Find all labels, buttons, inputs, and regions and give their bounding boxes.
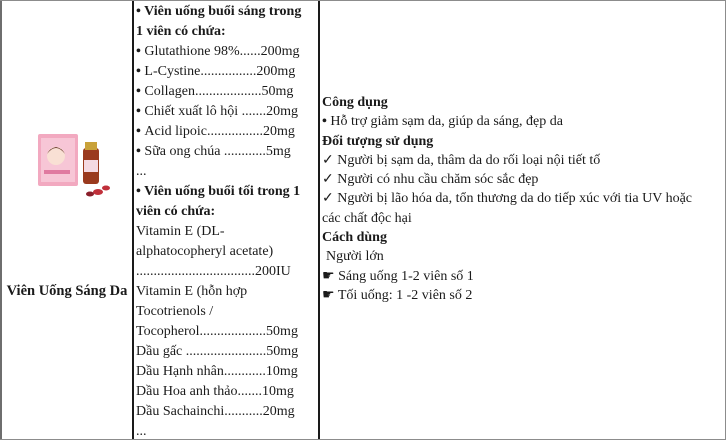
model-face [47,147,65,165]
ellipsis: ... [136,164,147,179]
product-cell [0,1,134,439]
directions-item: Sáng uống 1-2 viên số 1 [338,268,474,284]
target-item: Người có nhu cầu chăm sóc sắc đẹp [337,172,539,188]
ingredient-item: Dầu Sachainchi...........20mg [136,404,295,419]
target-item: Người bị lão hóa da, tổn thương da do tiếp xúc với tia UV hoặc [337,191,693,207]
effects-item: • Hỗ trợ giảm sạm da, giúp da sáng, đẹp da [322,112,692,131]
ingredient-item: • Sữa ong chúa ............5mg [136,142,322,162]
usage-cell [320,1,725,439]
ingredient-item: • Glutathione 98%......200mg [136,42,322,62]
morning-heading-cont: 1 viên có chứa: [136,24,226,39]
ingredient-item: ..................................200IU [136,264,291,279]
ingredient-item: Vitamin E (hỗn hợp [136,284,248,299]
target-heading: Đối tượng sử dụng [322,133,434,149]
ingredient-item: • Acid lipoic................20mg [136,122,322,142]
directions-item: Tối uống: 1 -2 viên số 2 [337,287,473,303]
capsule [93,189,103,195]
target-item: Người bị sạm da, thâm da do rối loại nội tiết tố [337,152,601,168]
pointing-hand-icon: ☛ [322,287,338,303]
morning-heading: • Viên uống buổi sáng trong [136,2,322,22]
evening-heading-cont: viên có chứa: [136,204,216,219]
ingredient-item: Tocopherol...................50mg [136,324,298,339]
ingredient-item: alphatocopheryl acetate) [136,244,274,259]
ingredient-item: Vitamin E (DL- [136,224,225,239]
product-image [34,126,112,206]
target-item-cont: các chất độc hại [322,210,412,226]
ingredient-item: • L-Cystine................200mg [136,62,322,82]
ingredient-item: Tocotrienols / [136,304,214,319]
directions-heading: Cách dùng [322,230,387,246]
product-name: Viên Uống Sáng Da [6,283,128,299]
directions-group: Người lớn [326,249,384,265]
check-icon: ✓ [322,172,338,188]
ingredient-item: • Collagen...................50mg [136,82,322,102]
check-icon: ✓ [322,152,338,168]
ingredient-item: Dầu gấc .......................50mg [136,344,299,359]
check-icon: ✓ [322,191,338,207]
capsule [86,192,94,197]
effects-heading: Công dụng [322,95,388,110]
composition-cell [134,1,320,439]
capsule [102,186,110,191]
ingredient-item: Dầu Hạnh nhân............10mg [136,364,298,379]
evening-heading: • Viên uống buổi tối trong 1 [136,182,322,202]
ingredient-item: • Chiết xuất lô hội .......20mg [136,102,322,122]
pointing-hand-icon: ☛ [322,268,339,284]
ingredient-item: Dầu Hoa anh thảo.......10mg [136,384,294,399]
ellipsis: ... [136,424,147,439]
